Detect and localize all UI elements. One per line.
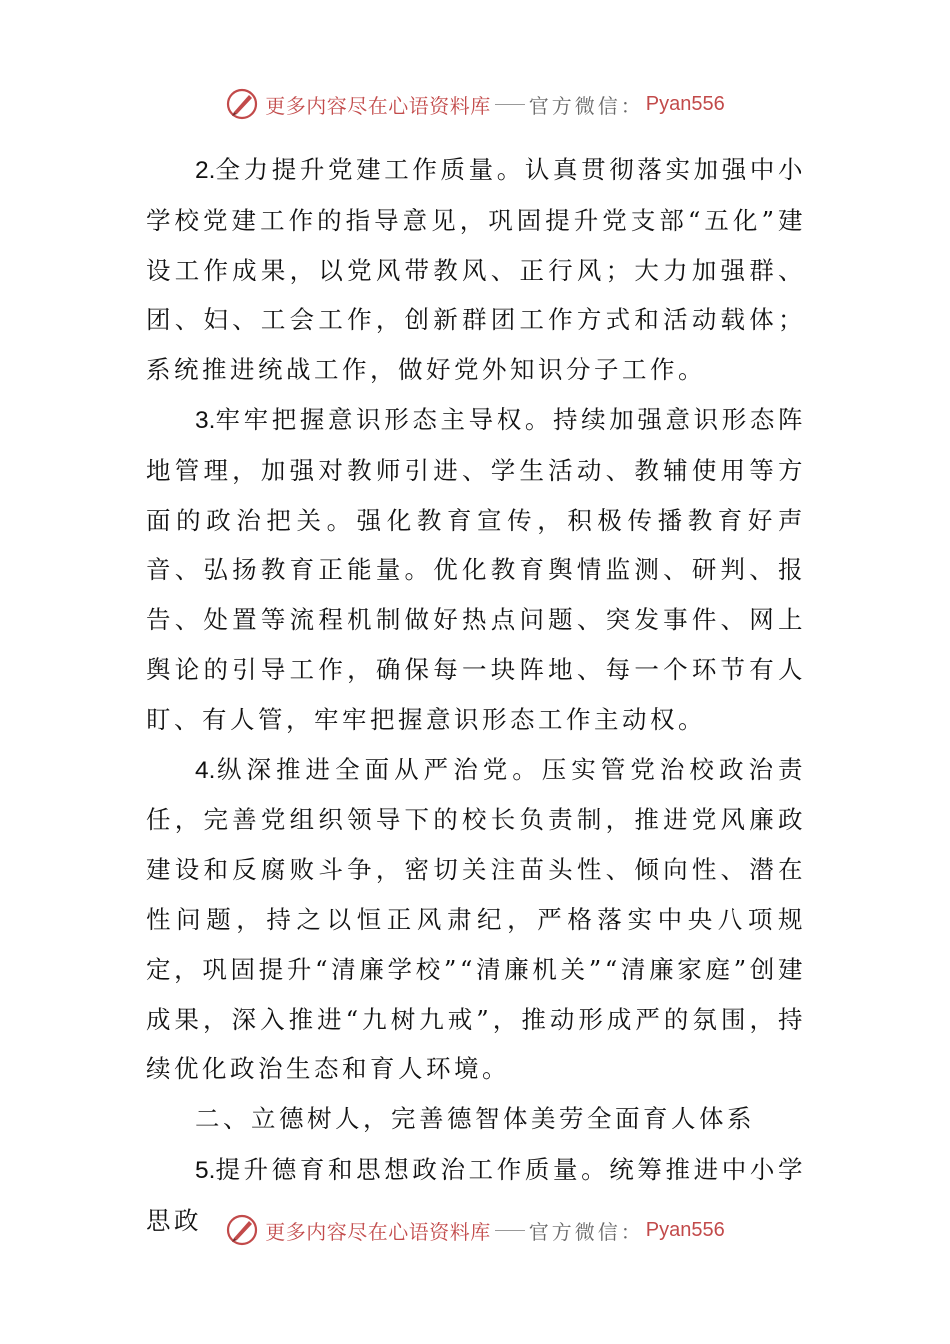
paragraph-text: 牢牢把握意识形态主导权。持续加强意识形态阵地管理，加强对教师引进、学生活动、教辅使用等方面的政治把关。强化教育宣传，积极传播教育好声音、弘扬教育正能量。优化教育舆情监测、研判、报告、处置等流程机制做好热点问题、突发事件、网上舆论的引导工作，确保每一块阵地、每一个环节有人盯、有人管，牢牢把握意识形态工作主动权。 [146, 404, 806, 734]
paragraph-2 [146, 145, 806, 395]
paragraph-number: 4. [195, 756, 216, 784]
pen-logo-icon [225, 1213, 259, 1247]
watermark-text: 更多内容尽在心语资料库 [265, 1219, 491, 1244]
paragraph-4 [146, 745, 806, 1095]
paragraph-text: 二、立德树人，完善德智体美劳全面育人体系 [195, 1104, 755, 1134]
paragraph-3 [146, 395, 806, 745]
watermark-id: Pyan556 [645, 1218, 725, 1241]
section-heading [146, 1094, 806, 1145]
paragraph-number: 3. [195, 406, 216, 434]
watermark-separator [495, 1230, 525, 1231]
watermark-id: Pyan556 [645, 92, 725, 115]
paragraph-text: 提升德育和思想政治工作质量。统筹推进中小学思政 [146, 1154, 806, 1235]
watermark-text: 更多内容尽在心语资料库 [265, 93, 491, 118]
paragraph-text: 纵深推进全面从严治党。压实管党治校政治责任，完善党组织领导下的校长负责制，推进党风廉政建设和反腐败斗争，密切关注苗头性、倾向性、潜在性问题，持之以恒正风肃纪，严格落实中央八项规定，巩固提升“清廉学校”“清廉机关”“清廉家庭”创建成果，深入推进“九树九戒”，推动形成严的氛围，持续优化政治生态和育人环境。 [146, 754, 806, 1084]
watermark-suffix: 官方微信： [528, 93, 644, 118]
paragraph-text: 全力提升党建工作质量。认真贯彻落实加强中小学校党建工作的指导意见，巩固提升党支部“五化”建设工作成果，以党风带教风、正行风；大力加强群、团、妇、工会工作，创新群团工作方式和活动载体；系统推进统战工作，做好党外知识分子工作。 [146, 155, 806, 385]
document-body [146, 145, 806, 1246]
paragraph-number: 5. [195, 1156, 216, 1184]
footer-watermark [0, 1210, 950, 1250]
watermark-separator [495, 104, 525, 105]
pen-logo-icon [225, 87, 259, 121]
paragraph-number: 2. [195, 157, 216, 184]
header-watermark [0, 84, 950, 124]
watermark-suffix: 官方微信： [528, 1219, 644, 1244]
